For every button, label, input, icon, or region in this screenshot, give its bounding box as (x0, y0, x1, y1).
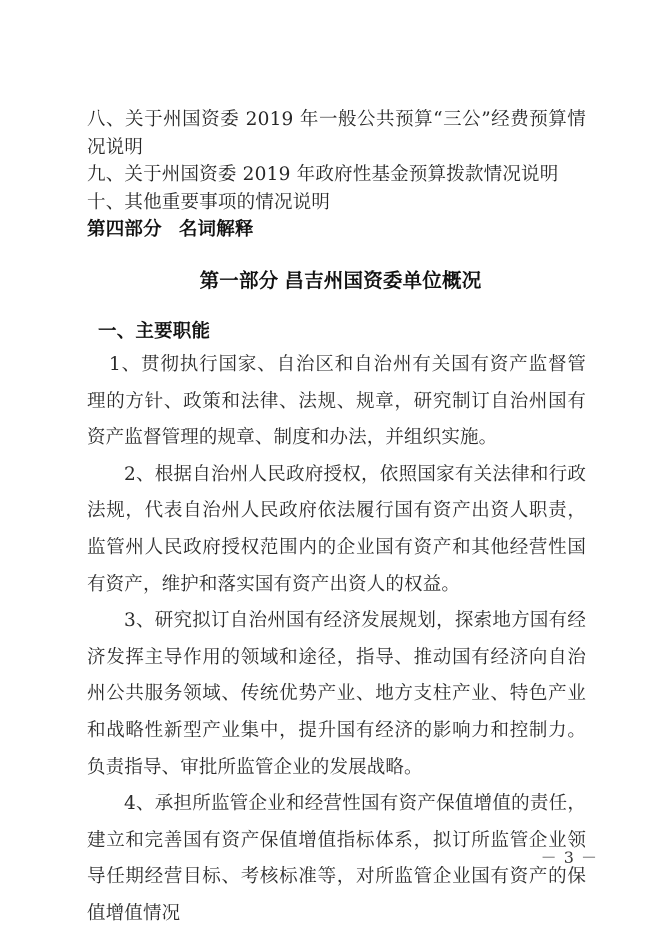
duty-paragraph-2: 2、根据自治州人民政府授权，依照国家有关法律和行政法规，代表自治州人民政府依法履行国有资产出资人职责，监管州人民政府授权范围内的企业国有资产和其他经营性国有资产，维护和落实国有资产出资人的权益。 (87, 463, 586, 595)
toc-item-9: 九、关于州国资委 2019 年政府性基金预算拨款情况说明 (87, 164, 559, 185)
toc-part-four-label: 第四部分 (87, 219, 162, 240)
page-content (87, 106, 586, 933)
duties-body (87, 347, 586, 933)
toc-part-four-title: 名词解释 (178, 219, 254, 240)
toc-tail-block (87, 106, 586, 244)
section-title-prefix: 第一部分 (199, 269, 279, 292)
sub-heading-main-duties: 一、主要职能 (98, 321, 211, 342)
section-title (87, 244, 586, 296)
toc-item-8: 八、关于州国资委 2019 年一般公共预算“三公”经费预算情况说明 (87, 109, 586, 158)
section-title-main: 昌吉州国资委单位概况 (284, 269, 482, 292)
duty-paragraph-1: 1、贯彻执行国家、自治区和自治州有关国有资产监督管理的方针、政策和法律、法规、规章，研究制订自治州国有资产监督管理的规章、制度和办法，并组织实施。 (87, 354, 586, 449)
toc-part-four-heading (87, 216, 586, 244)
duty-paragraph-4: 4、承担所监管企业和经营性国有资产保值增值的责任，建立和完善国有资产保值增值指标体系，拟订所监管企业领导任期经营目标、考核标准等，对所监管企业国有资产的保值增值情况 (87, 793, 586, 924)
toc-item-10: 十、其他重要事项的情况说明 (87, 191, 331, 213)
duty-paragraph-3: 3、研究拟订自治州国有经济发展规划，探索地方国有经济发挥主导作用的领域和途径，指导、推动国有经济向自治州公共服务领域、传统优势产业、地方支柱产业、特色产业和战略性新型产业集中，提升国有经济的影响力和控制力。负责指导、审批所监管企业的发展战略。 (87, 610, 586, 778)
page-number: － 3 － (540, 848, 598, 867)
